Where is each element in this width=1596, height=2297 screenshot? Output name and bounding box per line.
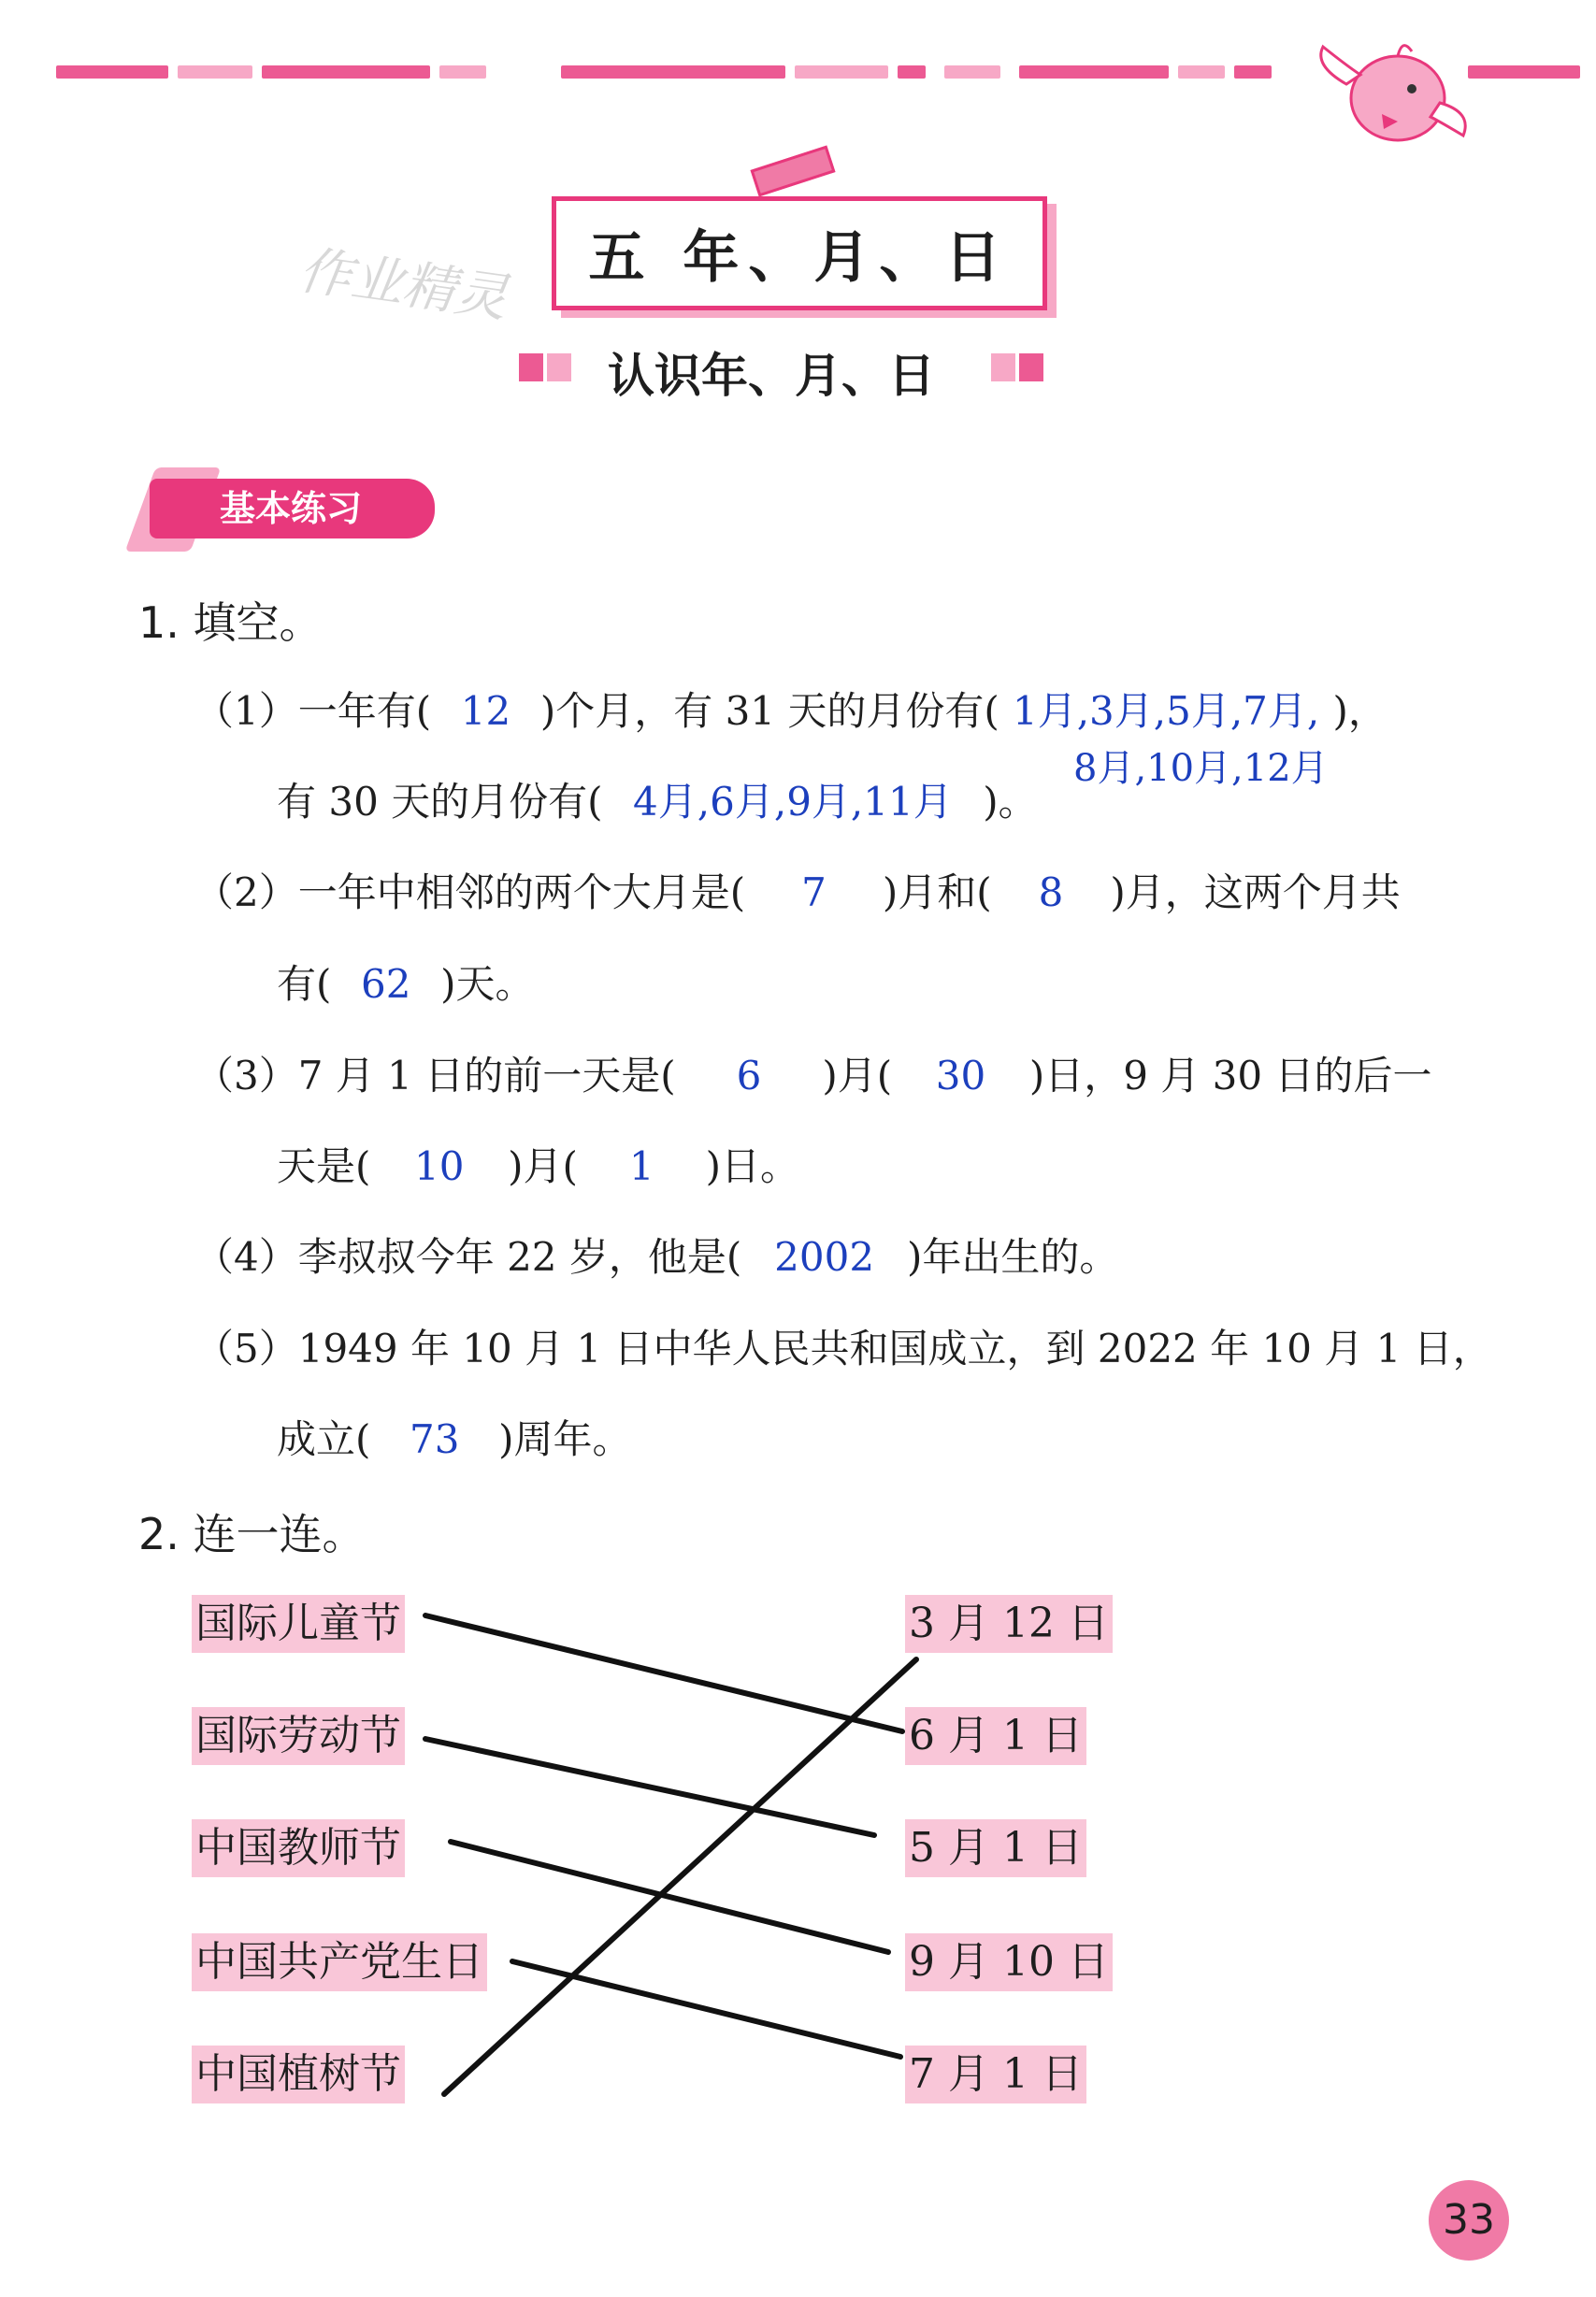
match-line-childrens-day [425,1615,902,1731]
festival-label: 中国植树节 [192,2046,405,2103]
q1-item2-line2: 有( 62 )天。 [277,961,535,1007]
festival-label: 国际儿童节 [192,1595,405,1653]
answer: 62 [361,961,411,1007]
match-line-teachers-day [451,1842,888,1952]
answer: 1 [628,1143,654,1189]
match-line-arbor-day [444,1659,916,2094]
answer: 2002 [774,1234,875,1280]
match-line-labor-day [425,1739,874,1835]
page-number: 33 [1429,2180,1509,2261]
q1-item4-line1: （4）李叔叔今年 22 岁，他是( 2002 )年出生的。 [194,1234,1119,1280]
q1-item3-line1: （3）7 月 1 日的前一天是( 6 )月( 30 )日，9 月 30 日的后一 [194,1053,1432,1098]
answer-continued: 8月,10月,12月 [1073,747,1329,790]
answer: 6 [736,1053,762,1098]
watermark-text: 作业精灵 [295,239,511,330]
q1-heading: 1. 填空。 [138,597,323,648]
q1-item1-line2: 有 30 天的月份有( 4月,6月,9月,11月 )。 [277,771,1038,827]
date-label: 6 月 1 日 [905,1707,1086,1765]
date-label: 5 月 1 日 [905,1819,1086,1877]
date-label: 7 月 1 日 [905,2046,1086,2103]
answer: 73 [410,1416,460,1462]
q2-heading: 2. 连一连。 [138,1509,366,1559]
answer: 8 [1038,869,1064,915]
q1-item5-line1: （5）1949 年 10 月 1 日中华人民共和国成立，到 2022 年 10 月 1 日， [194,1326,1492,1371]
answer: 7 [801,869,827,915]
answer: 30 [935,1053,986,1098]
q1-item3-line2: 天是( 10 )月( 1 )日。 [277,1143,799,1189]
answer: 1月,3月,5月,7月, [1012,688,1320,734]
date-label: 9 月 10 日 [905,1933,1113,1991]
chapter-title: 五 年、月、日 [588,225,1011,291]
basic-practice-badge: 基本练习 [150,479,435,538]
q1-item2-line1: （2）一年中相邻的两个大月是( 7 )月和( 8 )月，这两个月共 [194,869,1401,915]
festival-label: 中国共产党生日 [192,1933,487,1991]
answer: 12 [460,688,511,734]
q1-item5-line2: 成立( 73 )周年。 [277,1416,632,1462]
answer: 4月,6月,9月,11月 [633,779,953,825]
section-title: 认识年、月、日 [608,349,935,403]
festival-label: 国际劳动节 [192,1707,405,1765]
q1-item1-line1: （1）一年有( 12 )个月，有 31 天的月份有( 1月,3月,5月,7月, )， [194,681,1388,737]
answer: 10 [414,1143,465,1189]
festival-label: 中国教师节 [192,1819,405,1877]
date-label: 3 月 12 日 [905,1595,1113,1653]
